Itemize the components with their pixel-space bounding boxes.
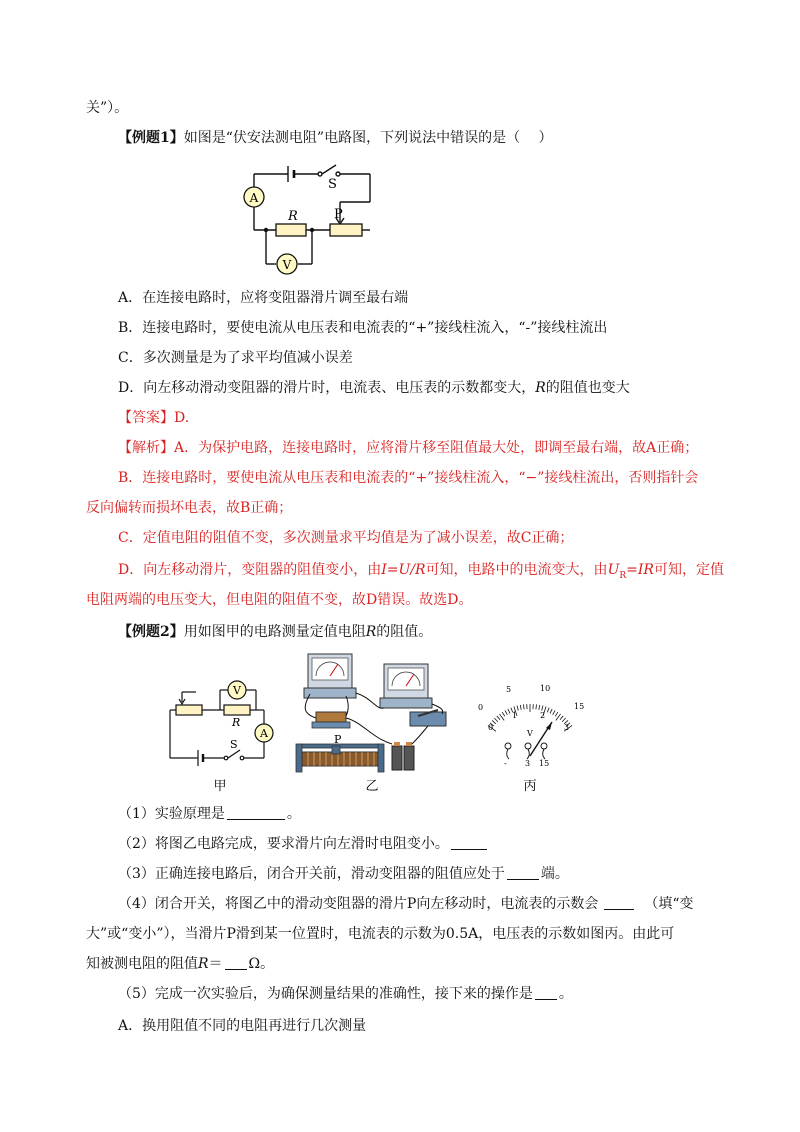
inner-tick-0: 0	[488, 723, 494, 732]
dial-tick	[550, 709, 552, 714]
dial-tick	[539, 705, 540, 710]
question-4-unit: Ω。	[248, 956, 275, 972]
analysis-5b: 可知，电路中的电流变大，由	[425, 562, 608, 578]
caption-bing: 丙	[523, 779, 537, 794]
example2-text-tail: 的阻值。	[376, 624, 433, 640]
option-d-text: D．向左移动滑动变阻器的滑片时，电流表、电压表的示数都变大，	[118, 380, 536, 396]
analysis-line-2: B．连接电路时，要使电流从电压表和电流表的“+”接线柱流入，“−”接线柱流出，否则指针会	[118, 470, 699, 486]
dial-tick	[517, 706, 518, 711]
terminal-3: 3	[525, 759, 531, 768]
question-4-r: R	[198, 956, 209, 972]
example1-text: 如图是“伏安法测电阻”电路图，下列说法中错误的是（ ）	[183, 130, 553, 146]
option-d	[118, 378, 630, 398]
dial-tick	[502, 712, 505, 716]
answer-blank-3[interactable]	[507, 865, 539, 880]
formula-u: U	[607, 562, 620, 578]
example1-label: 【例题1】	[118, 130, 184, 146]
outer-tick-5: 5	[506, 685, 512, 694]
option-d-tail: 的阻值也变大	[545, 380, 630, 396]
apparatus-yi	[292, 648, 452, 794]
question-4-hint: （填“变	[644, 896, 694, 912]
circuit-diagram-1	[230, 152, 390, 282]
question-2	[118, 834, 489, 854]
voltmeter-device-icon	[304, 654, 356, 698]
dial-tick	[542, 706, 543, 711]
slider-p-yi-label: P	[334, 733, 342, 746]
answer: 【答案】D.	[118, 410, 190, 426]
analysis-line-6: 电阻两端的电压变大，但电阻的阻值不变，故D错误。故选D。	[86, 592, 473, 608]
battery-device-icon	[392, 742, 414, 770]
dial-tick	[536, 704, 537, 709]
rheostat-device-icon	[296, 744, 384, 772]
question-5-text: （5）完成一次实验后，为确保测量结果的准确性，接下来的操作是	[118, 986, 533, 1002]
formula-ir: =IR	[626, 562, 654, 578]
question-5-end: 。	[558, 986, 573, 1002]
analysis-line-4: C．定值电阻的阻值不变，多次测量求平均值是为了减小误差，故C正确；	[118, 530, 574, 546]
formula-u-sub: R	[619, 570, 627, 581]
analysis-line-5	[118, 560, 724, 586]
option-c: C．多次测量是为了求平均值减小误差	[118, 350, 353, 366]
question-4-text: （4）闭合开关，将图乙中的滑动变阻器的滑片P向左移动时，电流表的示数会	[118, 896, 599, 912]
voltmeter-dial-bing	[466, 678, 596, 794]
dial-tick	[505, 710, 507, 714]
question-1-end: 。	[286, 806, 301, 822]
terminal-neg: -	[504, 759, 507, 768]
outer-tick-15: 15	[574, 702, 585, 711]
question-3-text: （3）正确连接电路后，闭合开关前，滑动变阻器的阻值应处于	[118, 866, 505, 882]
caption-yi: 乙	[365, 779, 379, 794]
question-5	[118, 984, 573, 1004]
ammeter-label: A	[249, 191, 259, 205]
terminal-15: 15	[539, 759, 550, 768]
question-4-eq: ＝	[208, 956, 223, 972]
question-4-line-1	[118, 894, 694, 914]
answer-blank-1[interactable]	[227, 805, 285, 820]
resistor-jia	[224, 705, 250, 715]
option-b: B．连接电路时，要使电流从电压表和电流表的“+”接线柱流入，“-”接线柱流出	[118, 320, 608, 336]
analysis-line-1: 【解析】A．为保护电路，连接电路时，应将滑片移至阻值最大处，即调至最右端，故A正确；	[118, 440, 699, 456]
resistor-r	[276, 224, 306, 236]
question-5-option-a: A．换用阻值不同的电阻再进行几次测量	[118, 1018, 367, 1034]
dial-tick	[508, 709, 510, 714]
analysis-5c: 可知，定值	[653, 562, 724, 578]
dial-tick	[523, 704, 524, 709]
question-2-text: （2）将图乙电路完成，要求滑片向左滑时电阻变小。	[118, 836, 449, 852]
dial-unit: V	[527, 729, 533, 738]
resistor-device-icon	[312, 712, 350, 728]
question-1	[118, 804, 301, 824]
circuit-diagram-jia	[160, 672, 280, 794]
example2-question	[118, 622, 432, 642]
dial-tick	[560, 716, 563, 720]
inner-tick-2: 2	[540, 711, 546, 720]
answer-blank-4a[interactable]	[604, 895, 634, 910]
example2-label: 【例题2】	[118, 624, 184, 640]
question-3	[118, 864, 569, 884]
ammeter-jia-label: A	[260, 727, 268, 740]
question-4-line-3	[86, 954, 274, 974]
terminal-icons	[505, 743, 547, 759]
resistor-jia-label: R	[232, 716, 241, 729]
switch-jia-label: S	[230, 738, 238, 751]
dial-tick	[520, 705, 521, 710]
analysis-line-3: 反向偏转而损坏电表，故B正确；	[86, 500, 293, 516]
rheostat-jia	[176, 705, 202, 715]
slider-p-label: P	[334, 207, 343, 222]
answer-blank-4b[interactable]	[225, 955, 247, 970]
inner-tick-3: 3	[564, 723, 570, 732]
dial-tick	[494, 718, 497, 722]
dial-tick	[562, 718, 565, 722]
switch-label: S	[328, 177, 337, 192]
dial-tick	[547, 708, 549, 713]
outer-tick-0: 0	[478, 703, 484, 712]
inner-tick-1: 1	[512, 711, 518, 720]
analysis-5a: D．向左移动滑片，变阻器的阻值变小，由	[118, 562, 382, 578]
dial-tick	[497, 716, 500, 720]
rheostat	[330, 224, 362, 236]
text-continuation: 关”）。	[86, 100, 129, 116]
question-4-line-2: 大”或“变小”），当滑片P滑到某一位置时，电流表的示数为0.5A，电压表的示数如图丙。由此可	[86, 926, 675, 942]
formula-ohm: I=U/R	[381, 562, 426, 578]
voltmeter-label: V	[282, 258, 292, 272]
example2-text: 用如图甲的电路测量定值电阻	[183, 624, 366, 640]
question-1-text: （1）实验原理是	[118, 806, 225, 822]
option-d-r: R	[535, 380, 546, 396]
switch-device-icon	[410, 710, 446, 726]
dial-tick	[553, 710, 555, 714]
voltmeter-jia-label: V	[233, 684, 241, 697]
answer-blank-2[interactable]	[451, 835, 487, 850]
answer-blank-5[interactable]	[535, 985, 557, 1000]
dial-tick	[555, 712, 558, 716]
caption-jia: 甲	[213, 779, 227, 794]
resistor-r-label: R	[288, 209, 298, 224]
option-a: A．在连接电路时，应将变阻器滑片调至最右端	[118, 290, 409, 306]
example1-question	[118, 128, 553, 148]
outer-tick-10: 10	[540, 684, 551, 693]
ammeter-device-icon	[380, 664, 432, 708]
question-4-text-c: 知被测电阻的阻值	[86, 956, 198, 972]
example2-r: R	[365, 624, 377, 640]
question-3-end: 端。	[540, 866, 569, 882]
